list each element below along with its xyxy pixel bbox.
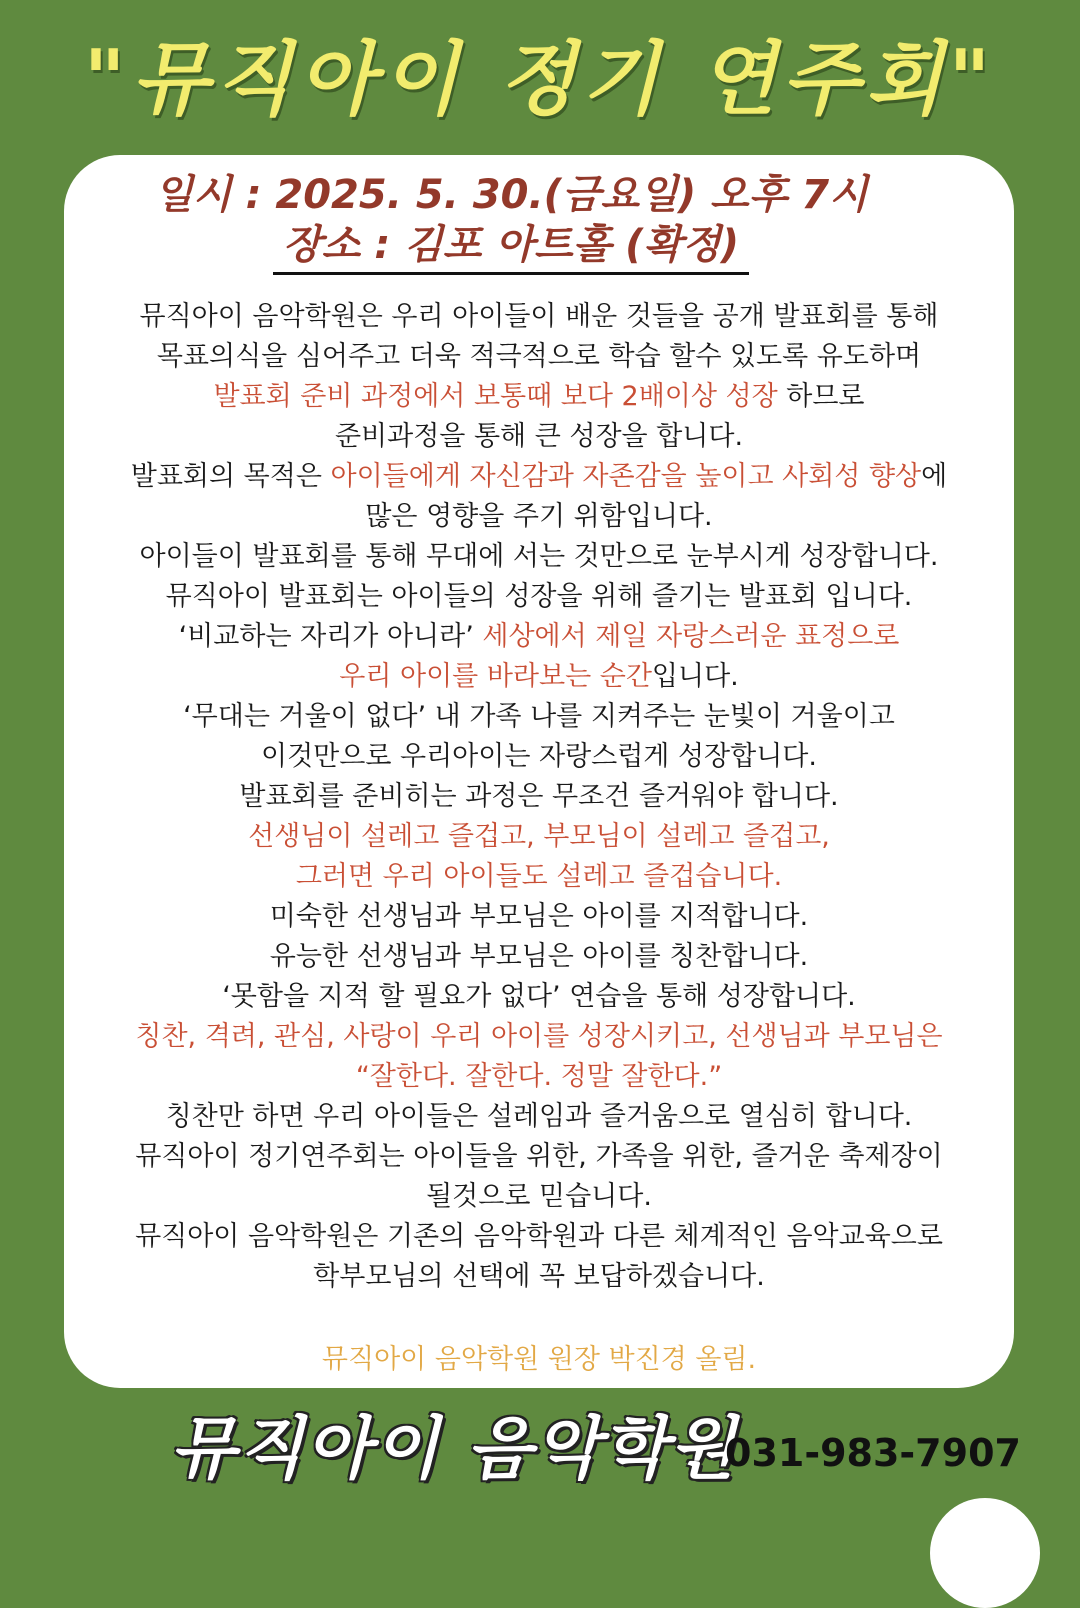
body-line: ‘무대는 거울이 없다’ 내 가족 나를 지켜주는 눈빛이 거울이고 — [183, 701, 895, 732]
highlight-line: 칭찬, 격려, 관심, 사랑이 우리 아이를 성장시키고, 선생님과 부모님은 — [135, 1021, 943, 1052]
highlight-text: 세상에서 제일 자랑스러운 표정으로 — [482, 621, 900, 652]
body-line: 뮤직아이 정기연주회는 아이들을 위한, 가족을 위한, 즐거운 축제장이 — [135, 1141, 943, 1172]
highlight-text: 발표회 준비 과정에서 보통때 보다 2배이상 성장 — [213, 381, 778, 412]
body-line: ‘못함을 지적 할 필요가 없다’ 연습을 통해 성장합니다. — [222, 981, 856, 1012]
body-line: 많은 영향을 주기 위함입니다. — [365, 501, 713, 532]
highlight-text: 아이들에게 자신감과 자존감을 높이고 사회성 향상 — [330, 461, 922, 492]
body-line: 목표의식을 심어주고 더욱 적극적으로 학습 할수 있도록 유도하며 — [156, 341, 922, 372]
body-text: 입니다. — [651, 661, 739, 692]
body-line: 학부모님의 선택에 꼭 보답하겠습니다. — [313, 1261, 765, 1292]
body-line: 발표회를 준비히는 과정은 무조건 즐거워야 합니다. — [239, 781, 839, 812]
academy-name: 뮤직아이 음악학원 — [170, 1410, 738, 1489]
highlight-line: 선생님이 설레고 즐겁고, 부모님이 설레고 즐겁고, — [248, 821, 830, 852]
body-line — [64, 377, 1014, 417]
body-line: 준비과정을 통해 큰 성장을 합니다. — [334, 421, 744, 452]
body-line: 아이들이 발표회를 통해 무대에 서는 것만으로 눈부시게 성장합니다. — [139, 541, 939, 572]
body-text: 발표회의 목적은 — [130, 461, 331, 492]
body-line: 뮤직아이 음악학원은 우리 아이들이 배운 것들을 공개 발표회를 통해 — [139, 301, 939, 332]
body-line: 뮤직아이 발표회는 아이들의 성장을 위해 즐기는 발표회 입니다. — [165, 581, 913, 612]
highlight-line: 그러면 우리 아이들도 설레고 즐겁습니다. — [295, 861, 783, 892]
event-info — [0, 170, 1022, 275]
body-text: 에 — [921, 461, 948, 492]
decorative-circle — [930, 1498, 1040, 1608]
body-text: 하므로 — [777, 381, 865, 412]
body-line: 미숙한 선생님과 부모님은 아이를 지적합니다. — [269, 901, 809, 932]
closing-signature: 뮤직아이 음악학원 원장 박진경 올림. — [321, 1344, 757, 1375]
event-datetime: 일시 : 2025. 5. 30.(금요일) 오후 7시 — [154, 172, 868, 218]
body-line: 이것만으로 우리아이는 자랑스럽게 성장합니다. — [261, 741, 817, 772]
event-place: 장소 : 김포 아트홀 (확정) — [273, 220, 749, 275]
body-text: ‘비교하는 자리가 아니라’ — [178, 621, 483, 652]
page-title: "뮤직아이 정기 연주회" — [83, 33, 997, 126]
body-line — [64, 617, 1014, 657]
highlight-text: 우리 아이를 바라보는 순간 — [339, 661, 652, 692]
body-line: 될것으로 믿습니다. — [426, 1181, 652, 1212]
body-paragraph — [64, 297, 1014, 1297]
highlight-line: “잘한다. 잘한다. 정말 잘한다.” — [355, 1061, 723, 1092]
body-line: 유능한 선생님과 부모님은 아이를 칭찬합니다. — [269, 941, 809, 972]
body-line: 뮤직아이 음악학원은 기존의 음악학원과 다른 체계적인 음악교육으로 — [135, 1221, 943, 1252]
phone-number: 031-983-7907 — [725, 1431, 1021, 1475]
body-line — [64, 657, 1014, 697]
body-line — [64, 457, 1014, 497]
body-line: 칭찬만 하면 우리 아이들은 설레임과 즐거움으로 열심히 합니다. — [165, 1101, 913, 1132]
